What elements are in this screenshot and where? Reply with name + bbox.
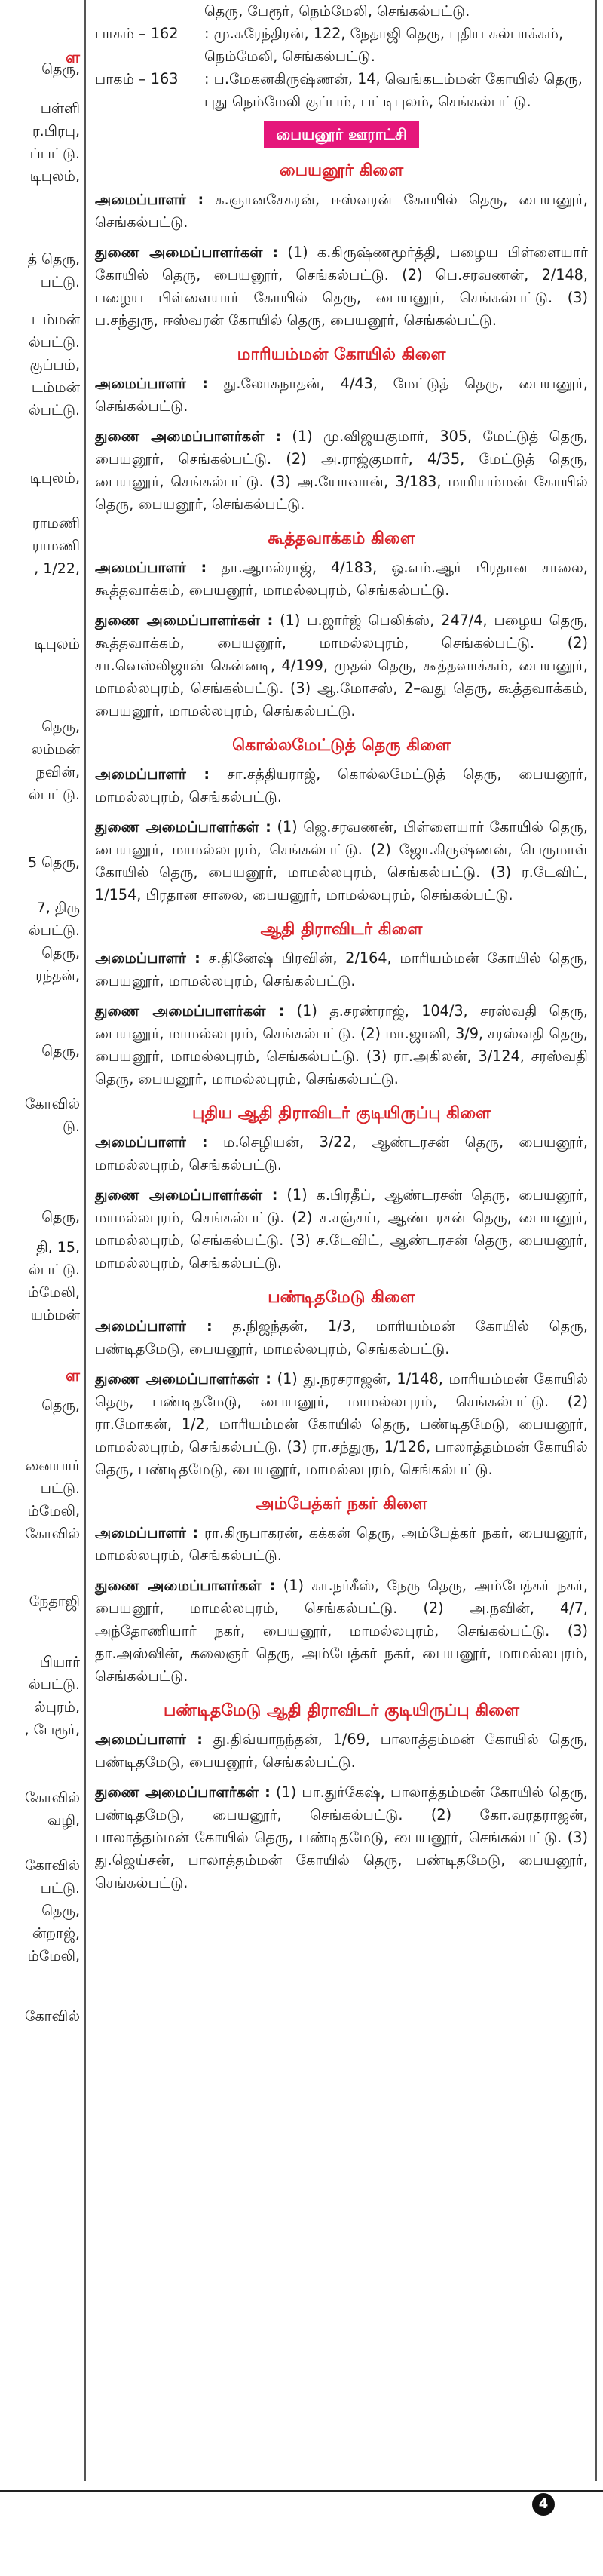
left-column-fragment: ரந்தன்,: [35, 968, 80, 984]
left-column-fragment: தெரு,: [41, 1209, 80, 1225]
left-column-fragment: பட்டு.: [40, 1480, 80, 1497]
member-details: (1) பா.துர்கேஷ், பாலாத்தம்மன் கோயில் தெரு, பண்டிதமேடு, பையனூர், செங்கல்பட்டு. (2) கோ.வரதராஜன், பாலாத்தம்மன் கோயில் தெரு, பண்டிதமேடு, பையனூர், செங்கல்பட்டு. (3) து.ஜெய்சன், பாலாத்தம்மன் கோயில் தெரு, பண்டிதமேடு, பையனூர், செங்கல்பட்டு.: [95, 1783, 588, 1891]
left-column-fragment: கோவில்: [25, 2008, 80, 2025]
left-column-fragment: ள: [66, 48, 80, 66]
organizer-paragraph: [95, 373, 588, 418]
role-label: துணை அமைப்பாளர்கள் :: [95, 1783, 271, 1801]
left-column-fragment: யம்மன்: [30, 1307, 80, 1323]
role-label: துணை அமைப்பாளர்கள் :: [95, 428, 282, 445]
left-column-fragment: ராமணி: [32, 538, 80, 554]
part-address: : மு.சுரேந்திரன், 122, நேதாஜி தெரு, புதிய கல்பாக்கம், நெம்மேலி, செங்கல்பட்டு.: [204, 25, 564, 65]
branch-title: பையனூர் கிளை: [279, 161, 404, 180]
left-column-fragment: ன்றாஜ்,: [32, 1925, 80, 1942]
part-number: [95, 0, 204, 23]
branch-section: [95, 733, 588, 906]
organizer-paragraph: [95, 1522, 588, 1567]
left-column-fragment: டிபுலம்: [34, 636, 80, 652]
top-table: [95, 0, 588, 113]
left-column-fragment: தெரு,: [41, 1043, 80, 1060]
branch-title: பண்டிதமேடு கிளை: [268, 1288, 415, 1307]
branch-section: [95, 158, 588, 332]
branch-section: [95, 1698, 588, 1894]
member-details: (1) மு.விஜயகுமார், 305, மேட்டுத் தெரு, பையனூர், செங்கல்பட்டு. (2) அ.ராஜ்குமார், 4/35, மேட்டுத் தெரு, பையனூர், செங்கல்பட்டு. (3) அ.யோவான், 3/183, மாரியம்மன் கோயில் தெரு, பையனூர், செங்கல்பட்டு.: [95, 428, 589, 513]
left-column-fragment: ம்மேலி,: [27, 1503, 80, 1520]
left-column-fragment: ல்புரம்,: [33, 1699, 80, 1716]
role-label: துணை அமைப்பாளர்கள் :: [95, 612, 274, 629]
role-label: துணை அமைப்பாளர்கள் :: [95, 1186, 278, 1204]
role-label: துணை அமைப்பாளர்கள் :: [95, 244, 279, 261]
left-column-fragment: ல்பட்டு.: [28, 787, 80, 803]
left-column-fragment: கோவில்: [25, 1526, 80, 1542]
organizer-paragraph: [95, 189, 588, 234]
member-details: து.லோகநாதன், 4/43, மேட்டுத் தெரு, பையனூர், செங்கல்பட்டு.: [95, 375, 588, 415]
role-label: அமைப்பாளர் :: [95, 191, 204, 208]
left-column-fragment: கோவில்: [25, 1857, 80, 1874]
left-column-fragment: பள்ளி: [40, 100, 80, 117]
left-column-fragment: லம்மன்: [31, 741, 80, 758]
right-border: [595, 0, 597, 2481]
left-column-fragment: 5 தெரு,: [28, 854, 80, 871]
left-column-fragment: ல்பட்டு.: [28, 334, 80, 351]
left-column-fragment: ல்பட்டு.: [28, 922, 80, 939]
left-column-fragment: கோவில்: [25, 1789, 80, 1806]
role-label: துணை அமைப்பாளர்கள் :: [95, 1370, 271, 1388]
left-column-fragment: பியார்: [39, 1654, 80, 1670]
member-details: க.ஞானசேகரன், ஈஸ்வரன் கோயில் தெரு, பையனூர், செங்கல்பட்டு.: [95, 191, 588, 231]
left-column-fragment: ப்பட்டு.: [29, 146, 80, 162]
member-details: (1) து.நரசராஜன், 1/148, மாரியம்மன் கோயில் தெரு, பண்டிதமேடு, பையனூர், மாமல்லபுரம், செங்கல்பட்டு. (2) ரா.மோகன், 1/2, மாரியம்மன் கோயில் தெரு, பண்டிதமேடு, பையனூர், மாமல்லபுரம், செங்கல்பட்டு. (3) ரா.சந்துரு, 1/126, பாலாத்தம்மன் கோயில் தெரு, பண்டிதமேடு, பையனூர், மாமல்லபுரம், செங்கல்பட்டு.: [95, 1370, 588, 1478]
left-column-fragment: த் தெரு,: [27, 251, 80, 268]
left-column-fragment: தி, 15,: [36, 1239, 80, 1256]
member-details: சா.சத்தியராஜ், கொல்லமேட்டுத் தெரு, பையனூர், மாமல்லபுரம், செங்கல்பட்டு.: [95, 765, 588, 805]
branch-section: [95, 342, 588, 516]
role-label: அமைப்பாளர் :: [95, 1524, 199, 1541]
left-column-fragment: டம்மன்: [31, 379, 80, 396]
organizer-paragraph: [95, 763, 588, 808]
left-column-fragment: ராமணி: [32, 515, 80, 532]
main-column: [95, 0, 588, 1902]
table-row: [95, 0, 588, 23]
role-label: அமைப்பாளர் :: [95, 1133, 208, 1151]
deputy-organizers-paragraph: [95, 241, 588, 332]
left-column-fragment: தெரு,: [41, 61, 80, 78]
left-column-fragment: னையார்: [25, 1458, 80, 1474]
organizer-paragraph: [95, 1728, 588, 1774]
member-details: ரா.கிருபாகரன், கக்கன் தெரு, அம்பேத்கர் நகர், பையனூர், மாமல்லபுரம், செங்கல்பட்டு.: [95, 1524, 589, 1564]
part-number: பாகம் – 163: [95, 70, 179, 87]
role-label: அமைப்பாளர் :: [95, 1317, 213, 1335]
left-column-fragment: ர.பிரபு,: [32, 123, 80, 140]
left-column-fragments: [0, 0, 84, 2481]
left-column-fragment: ம்மேலி,: [27, 1948, 80, 1964]
left-column-fragment: ள: [66, 1366, 80, 1385]
branch-section: [95, 526, 588, 722]
part-address: : ப.மேகனகிருஷ்ணன், 14, வெங்கடம்மன் கோயில் தெரு, புது நெம்மேலி குப்பம், பட்டிபுலம், செங்கல்பட்டு.: [204, 70, 583, 110]
member-details: (1) த.சரண்ராஜ், 104/3, சரஸ்வதி தெரு, பையனூர், மாமல்லபுரம், செங்கல்பட்டு. (2) மா.ஜானி, 3/9, சரஸ்வதி தெரு, பையனூர், மாமல்லபுரம், செங்கல்பட்டு. (3) ரா.அகிலன், 3/124, சரஸ்வதி தெரு, பையனூர், மாமல்லபுரம், செங்கல்பட்டு.: [95, 1002, 589, 1087]
deputy-organizers-paragraph: [95, 1000, 588, 1090]
left-column-fragment: நவின்,: [35, 764, 80, 780]
bottom-rule: [0, 2490, 603, 2492]
section-banner-wrap: [95, 121, 588, 148]
deputy-organizers-paragraph: [95, 1184, 588, 1274]
branch-title: கூத்தவாக்கம் கிளை: [268, 529, 415, 548]
organizer-paragraph: [95, 557, 588, 602]
deputy-organizers-paragraph: [95, 1575, 588, 1688]
role-label: அமைப்பாளர் :: [95, 375, 208, 392]
table-row: [95, 23, 588, 68]
branch-title: பண்டிதமேடு ஆதி திராவிடர் குடியிருப்பு கிளை: [164, 1701, 519, 1720]
deputy-organizers-paragraph: [95, 609, 588, 722]
member-details: ம.செழியன், 3/22, ஆண்டரசன் தெரு, பையனூர், மாமல்லபுரம், செங்கல்பட்டு.: [95, 1133, 588, 1173]
left-column-fragment: கோவில்: [25, 1096, 80, 1112]
left-column-fragment: குப்பம்,: [29, 357, 80, 373]
part-number: பாகம் – 162: [95, 25, 179, 42]
left-column-fragment: தெரு,: [41, 1397, 80, 1414]
member-details: தா.ஆமல்ராஜ், 4/183, ஒ.எம்.ஆர் பிரதான சாலை, கூத்தவாக்கம், பையனூர், மாமல்லபுரம், செங்கல்பட்டு.: [95, 559, 588, 599]
branch-section: [95, 1285, 588, 1481]
branch-section: [95, 1492, 588, 1688]
left-column-fragment: 7, திரு: [36, 900, 80, 916]
left-column-fragment: பட்டு.: [40, 274, 80, 290]
left-column-fragment: தெரு,: [41, 719, 80, 735]
left-column-fragment: டம்மன்: [31, 311, 80, 328]
role-label: துணை அமைப்பாளர்கள் :: [95, 1577, 276, 1594]
deputy-organizers-paragraph: [95, 816, 588, 906]
left-column-fragment: டிபுலம்,: [29, 168, 80, 185]
left-column-fragment: பட்டு.: [40, 1880, 80, 1897]
role-label: அமைப்பாளர் :: [95, 949, 200, 967]
left-column-fragment: ம்மேலி,: [27, 1284, 80, 1301]
branch-title: ஆதி திராவிடர் கிளை: [260, 920, 423, 939]
member-details: து.திவ்யாநந்தன், 1/69, பாலாத்தம்மன் கோயில் தெரு, பண்டிதமேடு, பையனூர், செங்கல்பட்டு.: [95, 1731, 588, 1771]
left-column-fragment: , 1/22,: [34, 560, 80, 577]
page-number-badge: 4: [532, 2493, 555, 2516]
left-column-fragment: நேதாஜி: [29, 1593, 80, 1610]
organizer-paragraph: [95, 947, 588, 992]
column-divider: [84, 0, 86, 2481]
member-details: (1) ஜெ.சரவணன், பிள்ளையார் கோயில் தெரு, பையனூர், மாமல்லபுரம், செங்கல்பட்டு. (2) ஜோ.கிருஷ்ணன், பெருமாள் கோயில் தெரு, பையனூர், மாமல்லபுரம், செங்கல்பட்டு. (3) ர.டேவிட், 1/154, பிரதான சாலை, பையனூர், மாமல்லபுரம், செங்கல்பட்டு.: [95, 818, 589, 903]
member-details: த.நிஜந்தன், 1/3, மாரியம்மன் கோயில் தெரு, பண்டிதமேடு, பையனூர், மாமல்லபுரம், செங்கல்பட்டு.: [95, 1317, 589, 1357]
left-column-fragment: டு.: [63, 1118, 80, 1135]
deputy-organizers-paragraph: [95, 1368, 588, 1481]
branch-list: [95, 158, 588, 1894]
member-details: (1) ப.ஜார்ஜ் பெலிக்ஸ், 247/4, பழைய தெரு, கூத்தவாக்கம், பையனூர், மாமல்லபுரம், செங்கல்பட்டு. (2) சா.வெஸ்லிஜான் கென்னடி, 4/199, முதல் தெரு, கூத்தவாக்கம், பையனூர், மாமல்லபுரம், செங்கல்பட்டு. (3) ஆ.மோசஸ், 2–வது தெரு, கூத்தவாக்கம், பையனூர், மாமல்லபுரம், செங்கல்பட்டு.: [95, 612, 589, 719]
member-details: (1) க.பிரதீப், ஆண்டரசன் தெரு, பையனூர், மாமல்லபுரம், செங்கல்பட்டு. (2) ச.சஞ்சய், ஆண்டரசன் தெரு, பையனூர், மாமல்லபுரம், செங்கல்பட்டு. (3) ச.டேவிட், ஆண்டரசன் தெரு, பையனூர், மாமல்லபுரம், செங்கல்பட்டு.: [95, 1186, 588, 1271]
role-label: அமைப்பாளர் :: [95, 559, 207, 576]
role-label: துணை அமைப்பாளர்கள் :: [95, 818, 271, 836]
branch-title: கொல்லமேட்டுத் தெரு கிளை: [232, 736, 451, 755]
deputy-organizers-paragraph: [95, 1781, 588, 1894]
deputy-organizers-paragraph: [95, 425, 588, 516]
branch-section: [95, 1101, 588, 1274]
branch-title: அம்பேத்கர் நகர் கிளை: [256, 1495, 427, 1513]
left-column-fragment: ல்பட்டு.: [28, 402, 80, 419]
organizer-paragraph: [95, 1131, 588, 1176]
left-column-fragment: டிபுலம்,: [29, 470, 80, 486]
table-row: [95, 68, 588, 113]
role-label: அமைப்பாளர் :: [95, 765, 210, 783]
branch-title: மாரியம்மன் கோயில் கிளை: [237, 345, 446, 364]
left-column-fragment: தெரு,: [41, 1903, 80, 1919]
left-column-fragment: வழி,: [47, 1812, 80, 1829]
branch-section: [95, 917, 588, 1090]
left-column-fragment: , பேரூர்,: [24, 1722, 80, 1738]
member-details: (1) க.கிருஷ்ணமூர்த்தி, பழைய பிள்ளையார் கோயில் தெரு, பையனூர், செங்கல்பட்டு. (2) பெ.சரவணன், 2/148, பழைய பிள்ளையார் கோயில் தெரு, பையனூர், செங்கல்பட்டு. (3) ப.சந்துரு, ஈஸ்வரன் கோயில் தெரு, பையனூர், செங்கல்பட்டு.: [95, 244, 589, 329]
section-banner: பையனூர் ஊராட்சி: [264, 121, 418, 148]
role-label: அமைப்பாளர் :: [95, 1731, 203, 1748]
branch-title: புதிய ஆதி திராவிடர் குடியிருப்பு கிளை: [192, 1104, 491, 1123]
member-details: (1) கா.நர்கீஸ், நேரு தெரு, அம்பேத்கர் நகர், பையனூர், மாமல்லபுரம், செங்கல்பட்டு. (2) அ.நவின், 4/7, அந்தோணியார் நகர், பையனூர், மாமல்லபுரம், செங்கல்பட்டு. (3) தா.அஸ்வின், கலைஞர் தெரு, அம்பேத்கர் நகர், பையனூர், மாமல்லபுரம், செங்கல்பட்டு.: [95, 1577, 589, 1685]
role-label: துணை அமைப்பாளர்கள் :: [95, 1002, 285, 1020]
member-details: ச.தினேஷ் பிரவின், 2/164, மாரியம்மன் கோயில் தெரு, பையனூர், மாமல்லபுரம், செங்கல்பட்டு.: [95, 949, 588, 989]
part-address: தெரு, பேரூர், நெம்மேலி, செங்கல்பட்டு.: [204, 2, 470, 20]
left-column-fragment: தெரு,: [41, 945, 80, 961]
left-column-fragment: ல்பட்டு.: [28, 1262, 80, 1278]
left-column-fragment: ல்பட்டு.: [28, 1676, 80, 1693]
organizer-paragraph: [95, 1315, 588, 1360]
